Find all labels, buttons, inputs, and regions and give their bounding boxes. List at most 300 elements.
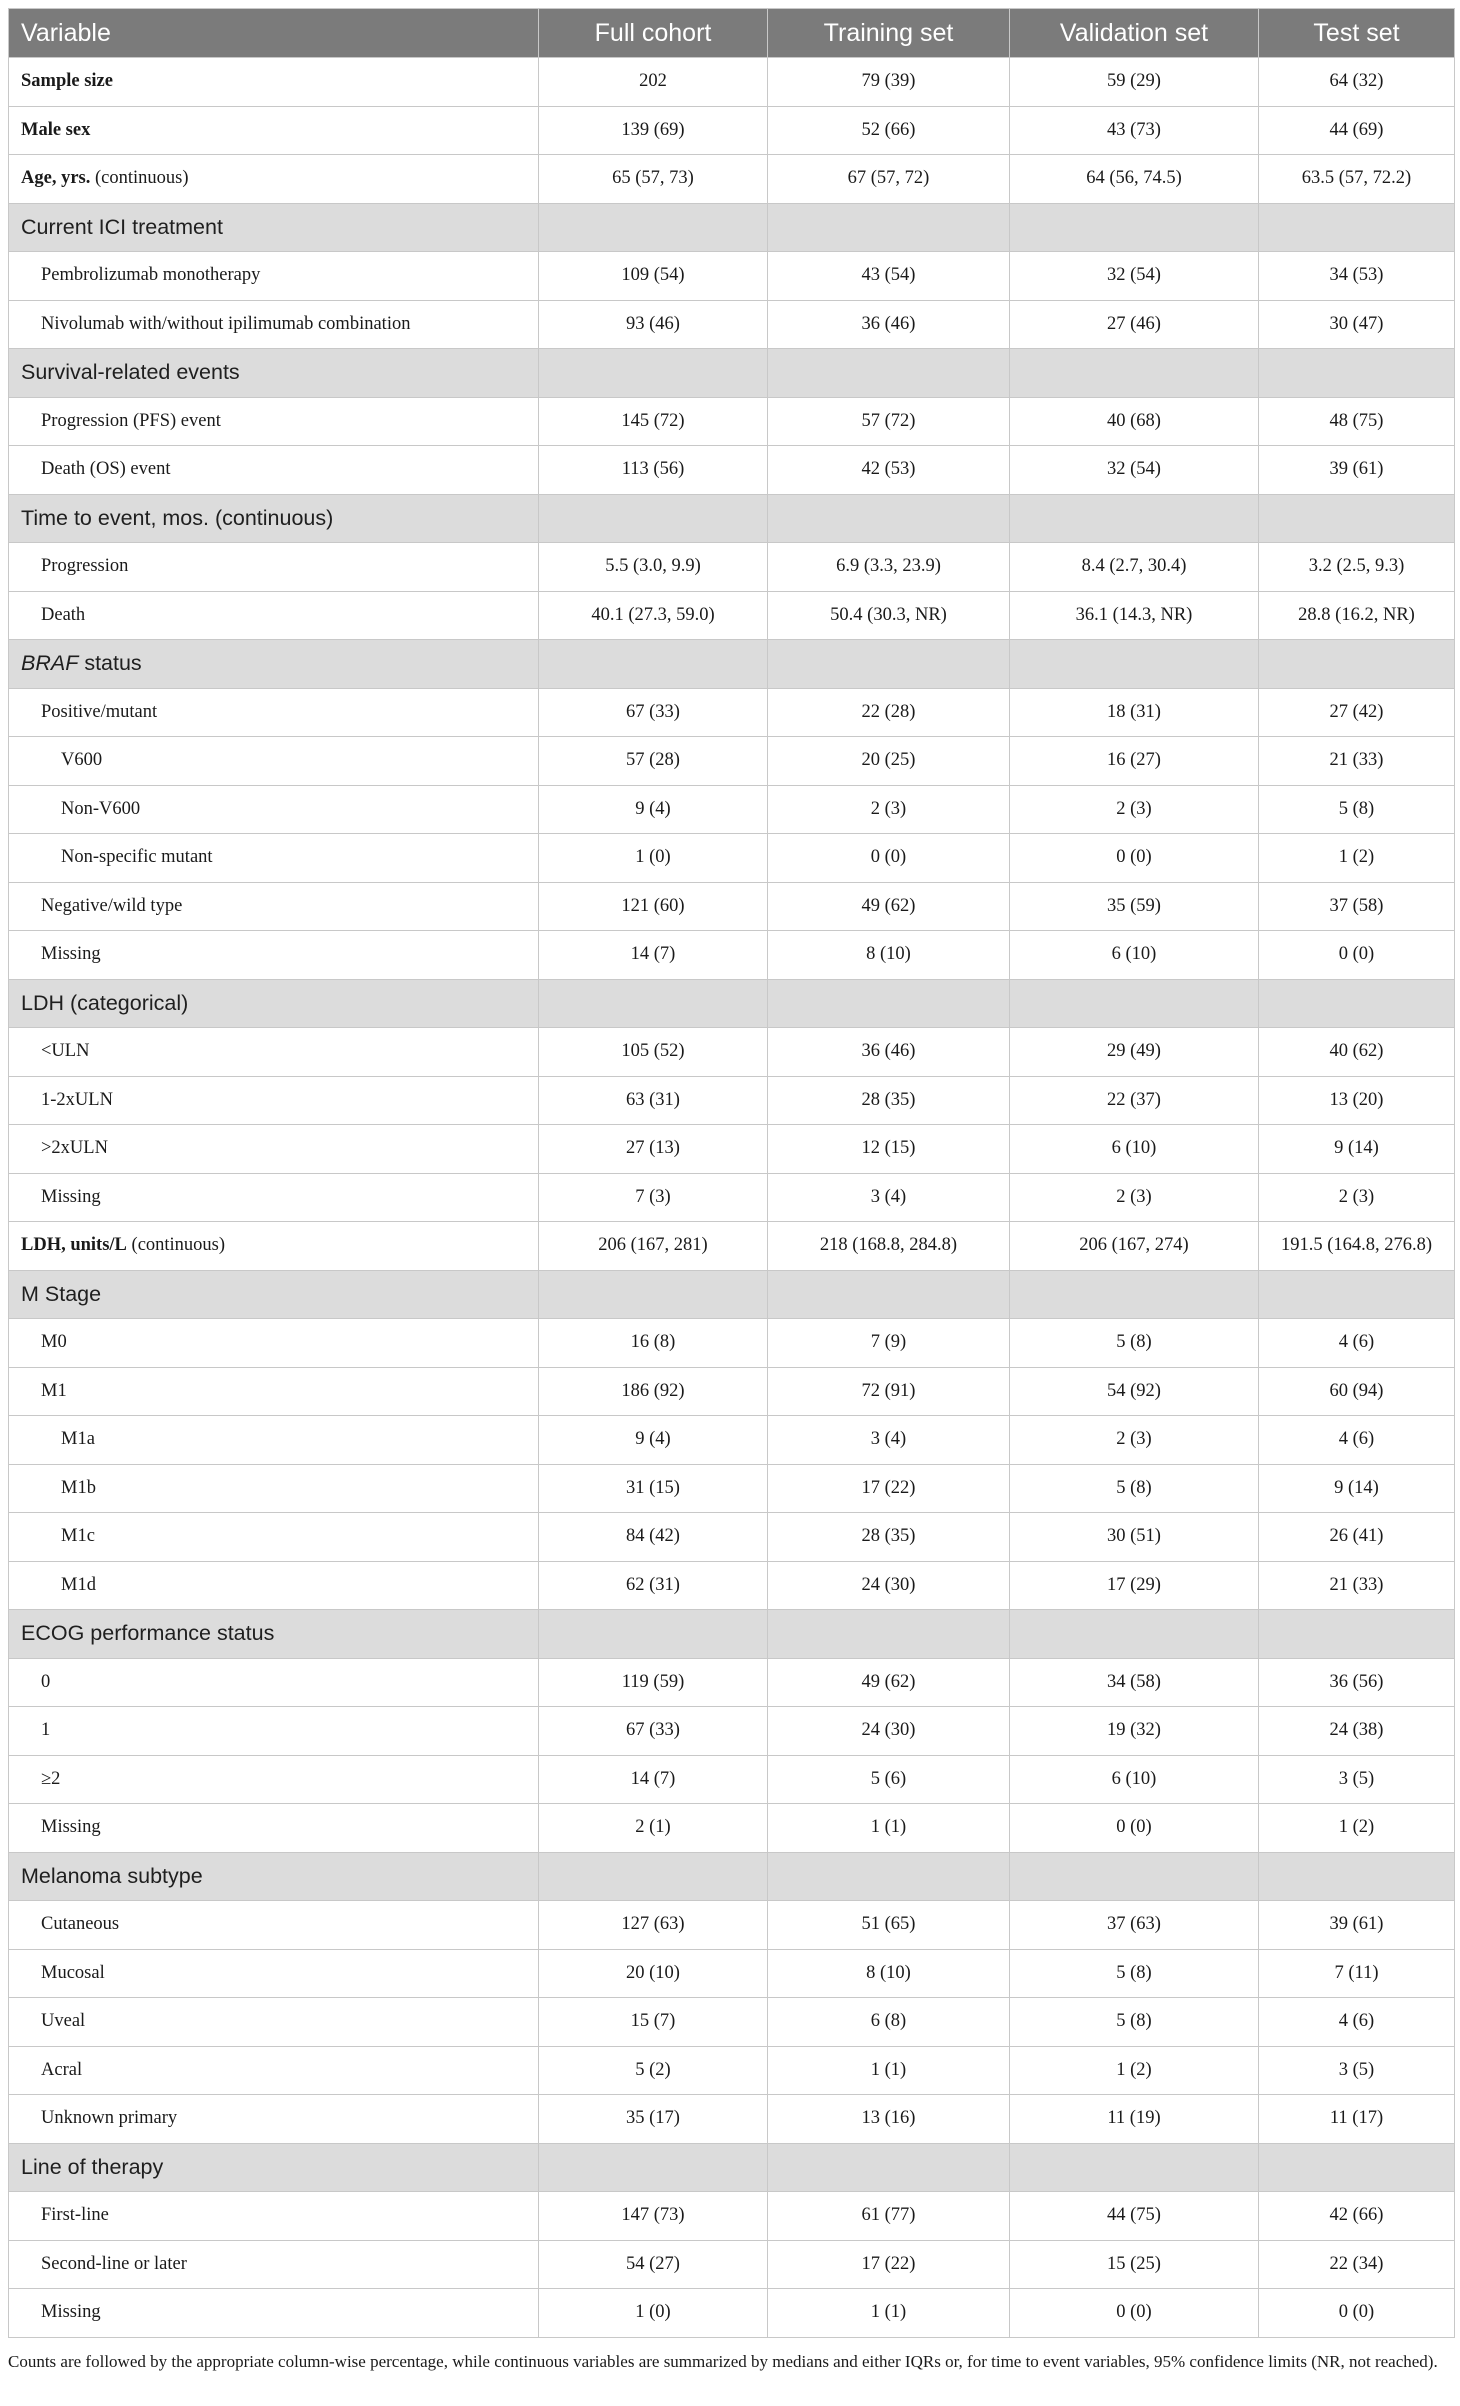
table-row	[9, 1804, 1455, 1853]
row-label-text: Sample size	[21, 71, 113, 92]
section-empty-cell	[1010, 979, 1259, 1028]
validation-set-cell: 8.4 (2.7, 30.4)	[1010, 543, 1259, 592]
training-set-cell: 2 (3)	[768, 785, 1010, 834]
row-label	[9, 882, 539, 931]
validation-set-cell: 16 (27)	[1010, 737, 1259, 786]
section-label	[9, 640, 539, 689]
row-label-text: Positive/mutant	[41, 701, 158, 722]
full-cohort-cell: 105 (52)	[539, 1028, 768, 1077]
table-row	[9, 2046, 1455, 2095]
cohort-characteristics-table-container	[8, 8, 1454, 2338]
training-set-cell: 24 (30)	[768, 1561, 1010, 1610]
table-row	[9, 1028, 1455, 1077]
row-label-text: 1-2xULN	[41, 1089, 113, 1110]
validation-set-cell: 2 (3)	[1010, 785, 1259, 834]
section-empty-cell	[539, 1852, 768, 1901]
full-cohort-cell: 147 (73)	[539, 2192, 768, 2241]
section-label	[9, 203, 539, 252]
section-empty-cell	[768, 1610, 1010, 1659]
row-label	[9, 834, 539, 883]
training-set-cell: 1 (1)	[768, 2046, 1010, 2095]
row-label	[9, 58, 539, 107]
test-set-cell: 2 (3)	[1259, 1173, 1455, 1222]
table-row	[9, 1222, 1455, 1271]
row-label	[9, 2240, 539, 2289]
test-set-cell: 39 (61)	[1259, 446, 1455, 495]
table-row	[9, 1173, 1455, 1222]
test-set-cell: 1 (2)	[1259, 834, 1455, 883]
test-set-cell: 60 (94)	[1259, 1367, 1455, 1416]
section-label-text: Line of therapy	[21, 2154, 164, 2179]
table-footnote: Counts are followed by the appropriate column-wise percentage, while continuous variables are summarized by medians and either IQRs or, for time to event variables, 95% confidence limits (NR, not reached).	[8, 2352, 1438, 2371]
row-label-text: <ULN	[41, 1041, 90, 1062]
full-cohort-cell: 15 (7)	[539, 1998, 768, 2047]
table-row	[9, 1707, 1455, 1756]
full-cohort-cell: 27 (13)	[539, 1125, 768, 1174]
row-label-text: 0	[41, 1671, 51, 1692]
row-label-text: M1a	[61, 1429, 95, 1450]
section-label	[9, 979, 539, 1028]
section-row	[9, 2143, 1455, 2192]
section-empty-cell	[1010, 2143, 1259, 2192]
row-label	[9, 688, 539, 737]
validation-set-cell: 32 (54)	[1010, 252, 1259, 301]
full-cohort-cell: 113 (56)	[539, 446, 768, 495]
training-set-cell: 6 (8)	[768, 1998, 1010, 2047]
full-cohort-cell: 1 (0)	[539, 2289, 768, 2338]
header-test-set: Test set	[1259, 9, 1455, 58]
validation-set-cell: 0 (0)	[1010, 834, 1259, 883]
section-empty-cell	[1010, 203, 1259, 252]
section-label	[9, 1270, 539, 1319]
row-label-text: LDH, units/L	[21, 1235, 127, 1256]
section-empty-cell	[539, 979, 768, 1028]
row-label-text: M0	[41, 1332, 67, 1353]
validation-set-cell: 36.1 (14.3, NR)	[1010, 591, 1259, 640]
row-label	[9, 1464, 539, 1513]
section-row	[9, 203, 1455, 252]
full-cohort-cell: 202	[539, 58, 768, 107]
row-label	[9, 931, 539, 980]
row-label	[9, 737, 539, 786]
validation-set-cell: 15 (25)	[1010, 2240, 1259, 2289]
table-row	[9, 1755, 1455, 1804]
validation-set-cell: 37 (63)	[1010, 1901, 1259, 1950]
section-empty-cell	[539, 2143, 768, 2192]
table-row	[9, 155, 1455, 204]
training-set-cell: 20 (25)	[768, 737, 1010, 786]
section-empty-cell	[1259, 1270, 1455, 1319]
section-empty-cell	[539, 640, 768, 689]
row-label	[9, 2289, 539, 2338]
section-empty-cell	[1259, 203, 1455, 252]
full-cohort-cell: 67 (33)	[539, 688, 768, 737]
row-label	[9, 1125, 539, 1174]
full-cohort-cell: 67 (33)	[539, 1707, 768, 1756]
validation-set-cell: 54 (92)	[1010, 1367, 1259, 1416]
row-label-text: Acral	[41, 2059, 83, 2080]
training-set-cell: 3 (4)	[768, 1173, 1010, 1222]
test-set-cell: 13 (20)	[1259, 1076, 1455, 1125]
full-cohort-cell: 65 (57, 73)	[539, 155, 768, 204]
section-empty-cell	[768, 494, 1010, 543]
test-set-cell: 3 (5)	[1259, 1755, 1455, 1804]
training-set-cell: 28 (35)	[768, 1076, 1010, 1125]
test-set-cell: 44 (69)	[1259, 106, 1455, 155]
row-label-text: Missing	[41, 944, 101, 965]
full-cohort-cell: 5 (2)	[539, 2046, 768, 2095]
row-label	[9, 1901, 539, 1950]
row-label-suffix: (continuous)	[126, 1235, 226, 1256]
row-label-text: Second-line or later	[41, 2253, 187, 2274]
row-label-text: M1	[41, 1380, 67, 1401]
section-empty-cell	[539, 494, 768, 543]
row-label	[9, 1707, 539, 1756]
test-set-cell: 28.8 (16.2, NR)	[1259, 591, 1455, 640]
table-row	[9, 688, 1455, 737]
validation-set-cell: 6 (10)	[1010, 931, 1259, 980]
header-training-set: Training set	[768, 9, 1010, 58]
section-empty-cell	[1259, 979, 1455, 1028]
table-row	[9, 397, 1455, 446]
test-set-cell: 21 (33)	[1259, 737, 1455, 786]
section-empty-cell	[1010, 1270, 1259, 1319]
full-cohort-cell: 63 (31)	[539, 1076, 768, 1125]
validation-set-cell: 29 (49)	[1010, 1028, 1259, 1077]
row-label-text: Progression (PFS) event	[41, 410, 221, 431]
row-label-text: Death (OS) event	[41, 459, 171, 480]
validation-set-cell: 44 (75)	[1010, 2192, 1259, 2241]
table-row	[9, 931, 1455, 980]
training-set-cell: 36 (46)	[768, 300, 1010, 349]
test-set-cell: 27 (42)	[1259, 688, 1455, 737]
section-label-text: ECOG performance status	[21, 1621, 275, 1646]
validation-set-cell: 11 (19)	[1010, 2095, 1259, 2144]
test-set-cell: 0 (0)	[1259, 931, 1455, 980]
section-empty-cell	[768, 1852, 1010, 1901]
section-label	[9, 349, 539, 398]
test-set-cell: 36 (56)	[1259, 1658, 1455, 1707]
row-label	[9, 1804, 539, 1853]
row-label	[9, 2192, 539, 2241]
validation-set-cell: 18 (31)	[1010, 688, 1259, 737]
validation-set-cell: 6 (10)	[1010, 1125, 1259, 1174]
header-full-cohort: Full cohort	[539, 9, 768, 58]
training-set-cell: 1 (1)	[768, 1804, 1010, 1853]
section-label	[9, 494, 539, 543]
training-set-cell: 8 (10)	[768, 1949, 1010, 1998]
table-row	[9, 106, 1455, 155]
validation-set-cell: 34 (58)	[1010, 1658, 1259, 1707]
table-row	[9, 2240, 1455, 2289]
table-row	[9, 1949, 1455, 1998]
training-set-cell: 17 (22)	[768, 2240, 1010, 2289]
section-empty-cell	[1259, 1610, 1455, 1659]
validation-set-cell: 5 (8)	[1010, 1949, 1259, 1998]
row-label-text: M1c	[61, 1526, 95, 1547]
validation-set-cell: 19 (32)	[1010, 1707, 1259, 1756]
row-label	[9, 1076, 539, 1125]
section-empty-cell	[1010, 1852, 1259, 1901]
training-set-cell: 49 (62)	[768, 882, 1010, 931]
cohort-characteristics-table	[8, 8, 1455, 2338]
row-label	[9, 543, 539, 592]
validation-set-cell: 1 (2)	[1010, 2046, 1259, 2095]
row-label	[9, 252, 539, 301]
full-cohort-cell: 93 (46)	[539, 300, 768, 349]
validation-set-cell: 6 (10)	[1010, 1755, 1259, 1804]
training-set-cell: 67 (57, 72)	[768, 155, 1010, 204]
table-row	[9, 300, 1455, 349]
table-row	[9, 1076, 1455, 1125]
row-label-text: Missing	[41, 1817, 101, 1838]
validation-set-cell: 0 (0)	[1010, 2289, 1259, 2338]
header-validation-set: Validation set	[1010, 9, 1259, 58]
section-empty-cell	[1010, 494, 1259, 543]
validation-set-cell: 30 (51)	[1010, 1513, 1259, 1562]
table-row	[9, 1416, 1455, 1465]
row-label	[9, 1755, 539, 1804]
training-set-cell: 17 (22)	[768, 1464, 1010, 1513]
test-set-cell: 34 (53)	[1259, 252, 1455, 301]
training-set-cell: 43 (54)	[768, 252, 1010, 301]
full-cohort-cell: 186 (92)	[539, 1367, 768, 1416]
table-row	[9, 1513, 1455, 1562]
row-label	[9, 2046, 539, 2095]
row-label	[9, 1416, 539, 1465]
full-cohort-cell: 127 (63)	[539, 1901, 768, 1950]
full-cohort-cell: 1 (0)	[539, 834, 768, 883]
table-row	[9, 1125, 1455, 1174]
row-label	[9, 106, 539, 155]
table-row	[9, 1901, 1455, 1950]
test-set-cell: 11 (17)	[1259, 2095, 1455, 2144]
row-label	[9, 785, 539, 834]
row-label-suffix: (continuous)	[90, 168, 189, 189]
training-set-cell: 28 (35)	[768, 1513, 1010, 1562]
training-set-cell: 24 (30)	[768, 1707, 1010, 1756]
row-label-text: Mucosal	[41, 1962, 105, 1983]
validation-set-cell: 0 (0)	[1010, 1804, 1259, 1853]
validation-set-cell: 40 (68)	[1010, 397, 1259, 446]
row-label	[9, 1513, 539, 1562]
section-label-text: BRAF	[21, 651, 79, 676]
section-label-text: LDH (categorical)	[21, 990, 189, 1015]
section-empty-cell	[539, 1270, 768, 1319]
section-empty-cell	[539, 1610, 768, 1659]
row-label-text: M1b	[61, 1477, 96, 1498]
training-set-cell: 5 (6)	[768, 1755, 1010, 1804]
row-label-text: First-line	[41, 2205, 109, 2226]
full-cohort-cell: 84 (42)	[539, 1513, 768, 1562]
table-row	[9, 737, 1455, 786]
table-row	[9, 2095, 1455, 2144]
training-set-cell: 0 (0)	[768, 834, 1010, 883]
validation-set-cell: 5 (8)	[1010, 1998, 1259, 2047]
section-row	[9, 640, 1455, 689]
row-label-text: Missing	[41, 2302, 101, 2323]
row-label-text: Unknown primary	[41, 2108, 178, 2129]
section-empty-cell	[1259, 349, 1455, 398]
full-cohort-cell: 145 (72)	[539, 397, 768, 446]
training-set-cell: 218 (168.8, 284.8)	[768, 1222, 1010, 1271]
full-cohort-cell: 20 (10)	[539, 1949, 768, 1998]
test-set-cell: 0 (0)	[1259, 2289, 1455, 2338]
table-row	[9, 1464, 1455, 1513]
row-label	[9, 155, 539, 204]
test-set-cell: 64 (32)	[1259, 58, 1455, 107]
full-cohort-cell: 62 (31)	[539, 1561, 768, 1610]
table-row	[9, 1561, 1455, 1610]
row-label-text: 1	[41, 1720, 51, 1741]
training-set-cell: 42 (53)	[768, 446, 1010, 495]
table-row	[9, 591, 1455, 640]
section-empty-cell	[1010, 640, 1259, 689]
row-label-text: Cutaneous	[41, 1914, 120, 1935]
table-row	[9, 1998, 1455, 2047]
test-set-cell: 48 (75)	[1259, 397, 1455, 446]
table-row	[9, 834, 1455, 883]
full-cohort-cell: 9 (4)	[539, 1416, 768, 1465]
test-set-cell: 39 (61)	[1259, 1901, 1455, 1950]
full-cohort-cell: 14 (7)	[539, 931, 768, 980]
training-set-cell: 1 (1)	[768, 2289, 1010, 2338]
training-set-cell: 79 (39)	[768, 58, 1010, 107]
section-empty-cell	[1010, 1610, 1259, 1659]
row-label	[9, 1173, 539, 1222]
section-label-text: Current ICI treatment	[21, 214, 223, 239]
test-set-cell: 5 (8)	[1259, 785, 1455, 834]
section-label	[9, 1852, 539, 1901]
test-set-cell: 1 (2)	[1259, 1804, 1455, 1853]
row-label	[9, 1998, 539, 2047]
training-set-cell: 6.9 (3.3, 23.9)	[768, 543, 1010, 592]
row-label-text: Negative/wild type	[41, 895, 183, 916]
full-cohort-cell: 57 (28)	[539, 737, 768, 786]
training-set-cell: 49 (62)	[768, 1658, 1010, 1707]
row-label-text: M1d	[61, 1574, 96, 1595]
table-row	[9, 1367, 1455, 1416]
header-variable: Variable	[9, 9, 539, 58]
validation-set-cell: 59 (29)	[1010, 58, 1259, 107]
section-label-text: Melanoma subtype	[21, 1863, 203, 1888]
training-set-cell: 3 (4)	[768, 1416, 1010, 1465]
test-set-cell: 7 (11)	[1259, 1949, 1455, 1998]
table-header-row	[9, 9, 1455, 58]
validation-set-cell: 32 (54)	[1010, 446, 1259, 495]
training-set-cell: 12 (15)	[768, 1125, 1010, 1174]
section-row	[9, 979, 1455, 1028]
table-row	[9, 2289, 1455, 2338]
full-cohort-cell: 121 (60)	[539, 882, 768, 931]
full-cohort-cell: 40.1 (27.3, 59.0)	[539, 591, 768, 640]
full-cohort-cell: 206 (167, 281)	[539, 1222, 768, 1271]
table-row	[9, 543, 1455, 592]
section-empty-cell	[539, 203, 768, 252]
table-row	[9, 58, 1455, 107]
section-empty-cell	[768, 349, 1010, 398]
row-label-text: Male sex	[21, 119, 91, 140]
training-set-cell: 7 (9)	[768, 1319, 1010, 1368]
validation-set-cell: 2 (3)	[1010, 1416, 1259, 1465]
test-set-cell: 42 (66)	[1259, 2192, 1455, 2241]
row-label-text: Nivolumab with/without ipilimumab combination	[41, 313, 411, 334]
section-empty-cell	[1259, 1852, 1455, 1901]
section-label-text: M Stage	[21, 1281, 102, 1306]
full-cohort-cell: 109 (54)	[539, 252, 768, 301]
table-row	[9, 2192, 1455, 2241]
test-set-cell: 30 (47)	[1259, 300, 1455, 349]
validation-set-cell: 5 (8)	[1010, 1464, 1259, 1513]
row-label	[9, 1658, 539, 1707]
table-row	[9, 252, 1455, 301]
row-label	[9, 300, 539, 349]
test-set-cell: 3 (5)	[1259, 2046, 1455, 2095]
test-set-cell: 22 (34)	[1259, 2240, 1455, 2289]
validation-set-cell: 206 (167, 274)	[1010, 1222, 1259, 1271]
row-label	[9, 1367, 539, 1416]
row-label-text: Missing	[41, 1186, 101, 1207]
full-cohort-cell: 31 (15)	[539, 1464, 768, 1513]
training-set-cell: 61 (77)	[768, 2192, 1010, 2241]
full-cohort-cell: 2 (1)	[539, 1804, 768, 1853]
training-set-cell: 52 (66)	[768, 106, 1010, 155]
validation-set-cell: 17 (29)	[1010, 1561, 1259, 1610]
section-empty-cell	[1259, 640, 1455, 689]
row-label-text: Non-specific mutant	[61, 847, 213, 868]
row-label	[9, 397, 539, 446]
row-label	[9, 591, 539, 640]
table-row	[9, 1319, 1455, 1368]
row-label-text: Death	[41, 604, 86, 625]
section-label-text: Survival-related events	[21, 360, 240, 385]
full-cohort-cell: 54 (27)	[539, 2240, 768, 2289]
row-label	[9, 1222, 539, 1271]
training-set-cell: 50.4 (30.3, NR)	[768, 591, 1010, 640]
validation-set-cell: 22 (37)	[1010, 1076, 1259, 1125]
validation-set-cell: 2 (3)	[1010, 1173, 1259, 1222]
row-label	[9, 1319, 539, 1368]
row-label-text: ≥2	[41, 1768, 61, 1789]
test-set-cell: 3.2 (2.5, 9.3)	[1259, 543, 1455, 592]
section-empty-cell	[768, 640, 1010, 689]
full-cohort-cell: 139 (69)	[539, 106, 768, 155]
section-empty-cell	[1259, 2143, 1455, 2192]
training-set-cell: 22 (28)	[768, 688, 1010, 737]
test-set-cell: 21 (33)	[1259, 1561, 1455, 1610]
training-set-cell: 57 (72)	[768, 397, 1010, 446]
section-empty-cell	[768, 2143, 1010, 2192]
test-set-cell: 9 (14)	[1259, 1464, 1455, 1513]
row-label-text: Age, yrs.	[21, 168, 91, 189]
row-label-text: Non-V600	[61, 798, 141, 819]
training-set-cell: 13 (16)	[768, 2095, 1010, 2144]
row-label	[9, 1028, 539, 1077]
full-cohort-cell: 9 (4)	[539, 785, 768, 834]
full-cohort-cell: 35 (17)	[539, 2095, 768, 2144]
training-set-cell: 51 (65)	[768, 1901, 1010, 1950]
validation-set-cell: 43 (73)	[1010, 106, 1259, 155]
test-set-cell: 4 (6)	[1259, 1416, 1455, 1465]
test-set-cell: 26 (41)	[1259, 1513, 1455, 1562]
table-row	[9, 882, 1455, 931]
row-label	[9, 1949, 539, 1998]
training-set-cell: 36 (46)	[768, 1028, 1010, 1077]
section-row	[9, 1610, 1455, 1659]
section-row	[9, 349, 1455, 398]
row-label-text: Progression	[41, 556, 129, 577]
table-row	[9, 1658, 1455, 1707]
